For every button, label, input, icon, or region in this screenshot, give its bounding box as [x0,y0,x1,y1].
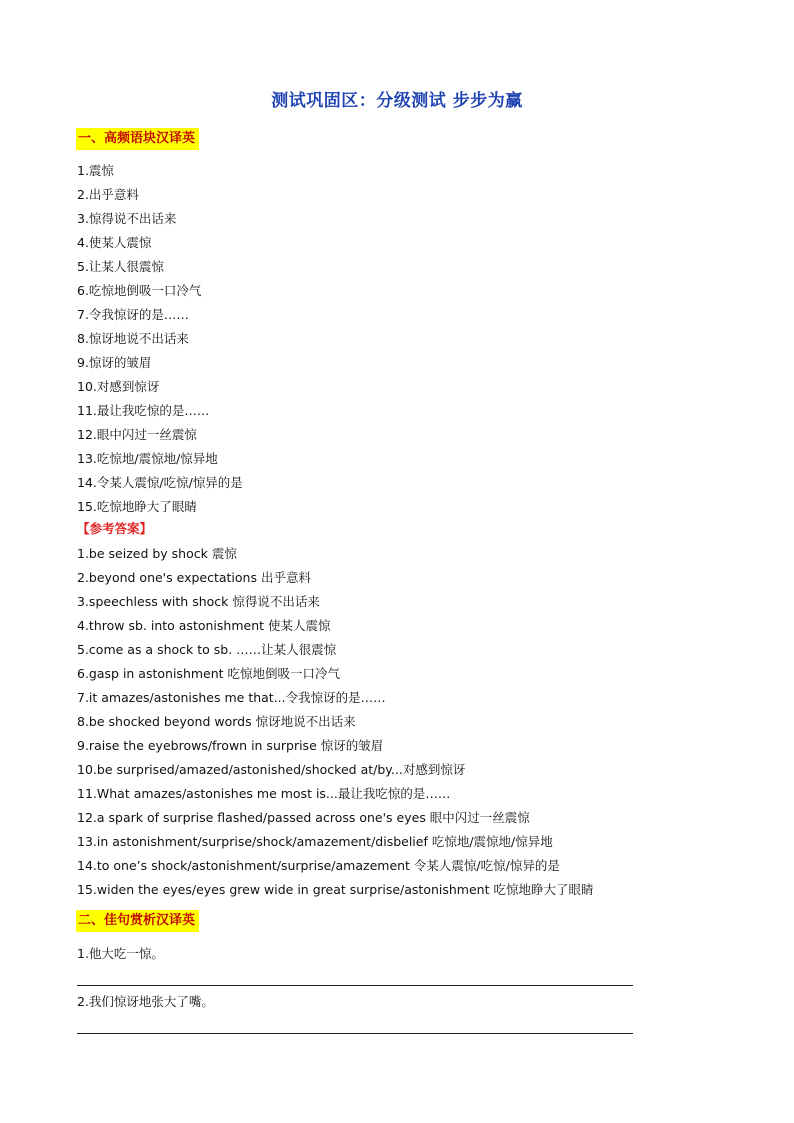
list-item: 14.令某人震惊/吃惊/惊异的是 [77,475,243,490]
list-item: 11.最让我吃惊的是…… [77,403,210,418]
list-item: 13.吃惊地/震惊地/惊异地 [77,451,218,466]
answer-key-list [77,542,593,902]
answer-item: 7.it amazes/astonishes me that...令我惊讶的是…… [77,690,386,705]
list-item: 7.令我惊讶的是…… [77,307,189,322]
answer-item: 2.beyond one's expectations 出乎意料 [77,570,311,585]
answer-item: 4.throw sb. into astonishment 使某人震惊 [77,618,331,633]
page-title: 测试巩固区：分级测试 步步为赢 [271,91,523,111]
answer-item: 13.in astonishment/surprise/shock/amazement/disbelief 吃惊地/震惊地/惊异地 [77,834,553,849]
sentence-exercise-1: 1.他大吃一惊。 [77,946,164,961]
answer-item: 6.gasp in astonishment 吃惊地倒吸一口冷气 [77,666,341,681]
answer-item: 9.raise the eyebrows/frown in surprise 惊讶的皱眉 [77,738,384,753]
list-item: 5.让某人很震惊 [77,259,164,274]
list-item: 12.眼中闪过一丝震惊 [77,427,197,442]
list-item: 10.对感到惊讶 [77,379,160,394]
section-header-vocabulary: 一、高频语块汉译英 [76,128,199,150]
section-header-sentences: 二、佳句赏析汉译英 [76,910,199,932]
answer-item: 1.be seized by shock 震惊 [77,546,237,561]
list-item: 1.震惊 [77,163,114,178]
answer-item: 11.What amazes/astonishes me most is...最让我吃惊的是…… [77,786,451,801]
answer-item: 5.come as a shock to sb. ……让某人很震惊 [77,642,337,657]
list-item: 9.惊讶的皱眉 [77,355,152,370]
list-item: 2.出乎意料 [77,187,139,202]
answer-item: 12.a spark of surprise flashed/passed across one's eyes 眼中闪过一丝震惊 [77,810,530,825]
list-item: 4.使某人震惊 [77,235,152,250]
list-item: 6.吃惊地倒吸一口冷气 [77,283,202,298]
answer-item: 8.be shocked beyond words 惊讶地说不出话来 [77,714,356,729]
answer-item: 10.be surprised/amazed/astonished/shocked at/by...对感到惊讶 [77,762,466,777]
answer-item: 15.widen the eyes/eyes grew wide in great surprise/astonishment 吃惊地睁大了眼睛 [77,882,594,897]
answer-item: 14.to one’s shock/astonishment/surprise/amazement 令某人震惊/吃惊/惊异的是 [77,858,560,873]
answer-item: 3.speechless with shock 惊得说不出话来 [77,594,320,609]
vocabulary-question-list [77,159,243,519]
answer-blank-line-2[interactable] [77,1033,633,1034]
answer-blank-line-1[interactable] [77,985,633,986]
sentence-exercise-2: 2.我们惊讶地张大了嘴。 [77,994,214,1009]
list-item: 3.惊得说不出话来 [77,211,177,226]
answer-key-label: 【参考答案】 [77,521,153,536]
list-item: 8.惊讶地说不出话来 [77,331,189,346]
list-item: 15.吃惊地睁大了眼睛 [77,499,197,514]
